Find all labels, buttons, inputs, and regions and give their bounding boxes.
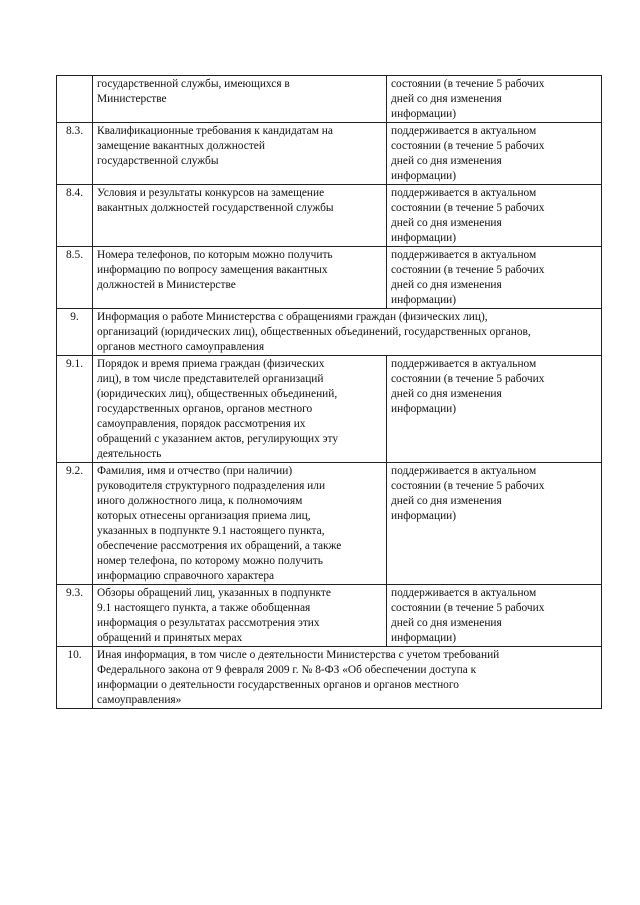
row-number: 9.: [57, 309, 93, 356]
row-number: 8.5.: [57, 247, 93, 309]
row-description: Условия и результаты конкурсов на замещение вакантных должностей государственной службы: [93, 185, 387, 247]
information-table: [56, 75, 602, 709]
row-status: поддерживается в актуальном состоянии (в течение 5 рабочих дней со дня изменения информации): [387, 585, 602, 647]
row-description: Порядок и время приема граждан (физических лиц), в том числе представителей организаций (юридических лиц), общественных объединений, государственных органов, органов местного самоуправления, порядок рассмотрения их обращений с указанием актов, регулирующих эту деятельность: [93, 356, 387, 463]
row-number: 9.3.: [57, 585, 93, 647]
table-row: [57, 185, 602, 247]
table-section-row: [57, 647, 602, 709]
row-status: поддерживается в актуальном состоянии (в течение 5 рабочих дней со дня изменения информации): [387, 247, 602, 309]
table-row: [57, 76, 602, 123]
row-number: 10.: [57, 647, 93, 709]
row-number: 8.4.: [57, 185, 93, 247]
row-status: поддерживается в актуальном состоянии (в течение 5 рабочих дней со дня изменения информации): [387, 463, 602, 585]
row-status: поддерживается в актуальном состоянии (в течение 5 рабочих дней со дня изменения информации): [387, 185, 602, 247]
section-description: Информация о работе Министерства с обращениями граждан (физических лиц), организаций (юридических лиц), общественных объединений, государственных органов, органов местного самоуправления: [93, 309, 602, 356]
row-description: Фамилия, имя и отчество (при наличии) руководителя структурного подразделения или иного должностного лица, к полномочиям которых отнесены организация приема лиц, указанных в подпункте 9.1 настоящего пункта, обеспечение рассмотрения их обращений, а также номер телефона, по которому можно получить информацию справочного характера: [93, 463, 387, 585]
row-description: Обзоры обращений лиц, указанных в подпункте 9.1 настоящего пункта, а также обобщенная информация о результатах рассмотрения этих обращений и принятых мерах: [93, 585, 387, 647]
row-description: Номера телефонов, по которым можно получить информацию по вопросу замещения вакантных должностей в Министерстве: [93, 247, 387, 309]
table-row: [57, 247, 602, 309]
row-status: состоянии (в течение 5 рабочих дней со дня изменения информации): [387, 76, 602, 123]
row-description: государственной службы, имеющихся в Министерстве: [93, 76, 387, 123]
row-status: поддерживается в актуальном состоянии (в течение 5 рабочих дней со дня изменения информации): [387, 356, 602, 463]
table-row: [57, 123, 602, 185]
section-description: Иная информация, в том числе о деятельности Министерства с учетом требований Федерального закона от 9 февраля 2009 г. № 8-ФЗ «Об обеспечении доступа к информации о деятельности государственных органов и органов местного самоуправления»: [93, 647, 602, 709]
table-section-row: [57, 309, 602, 356]
row-description: Квалификационные требования к кандидатам на замещение вакантных должностей государственной службы: [93, 123, 387, 185]
row-number: 9.2.: [57, 463, 93, 585]
row-number: 9.1.: [57, 356, 93, 463]
row-number: 8.3.: [57, 123, 93, 185]
row-number: [57, 76, 93, 123]
table-row: [57, 463, 602, 585]
table-row: [57, 585, 602, 647]
row-status: поддерживается в актуальном состоянии (в течение 5 рабочих дней со дня изменения информации): [387, 123, 602, 185]
table-row: [57, 356, 602, 463]
